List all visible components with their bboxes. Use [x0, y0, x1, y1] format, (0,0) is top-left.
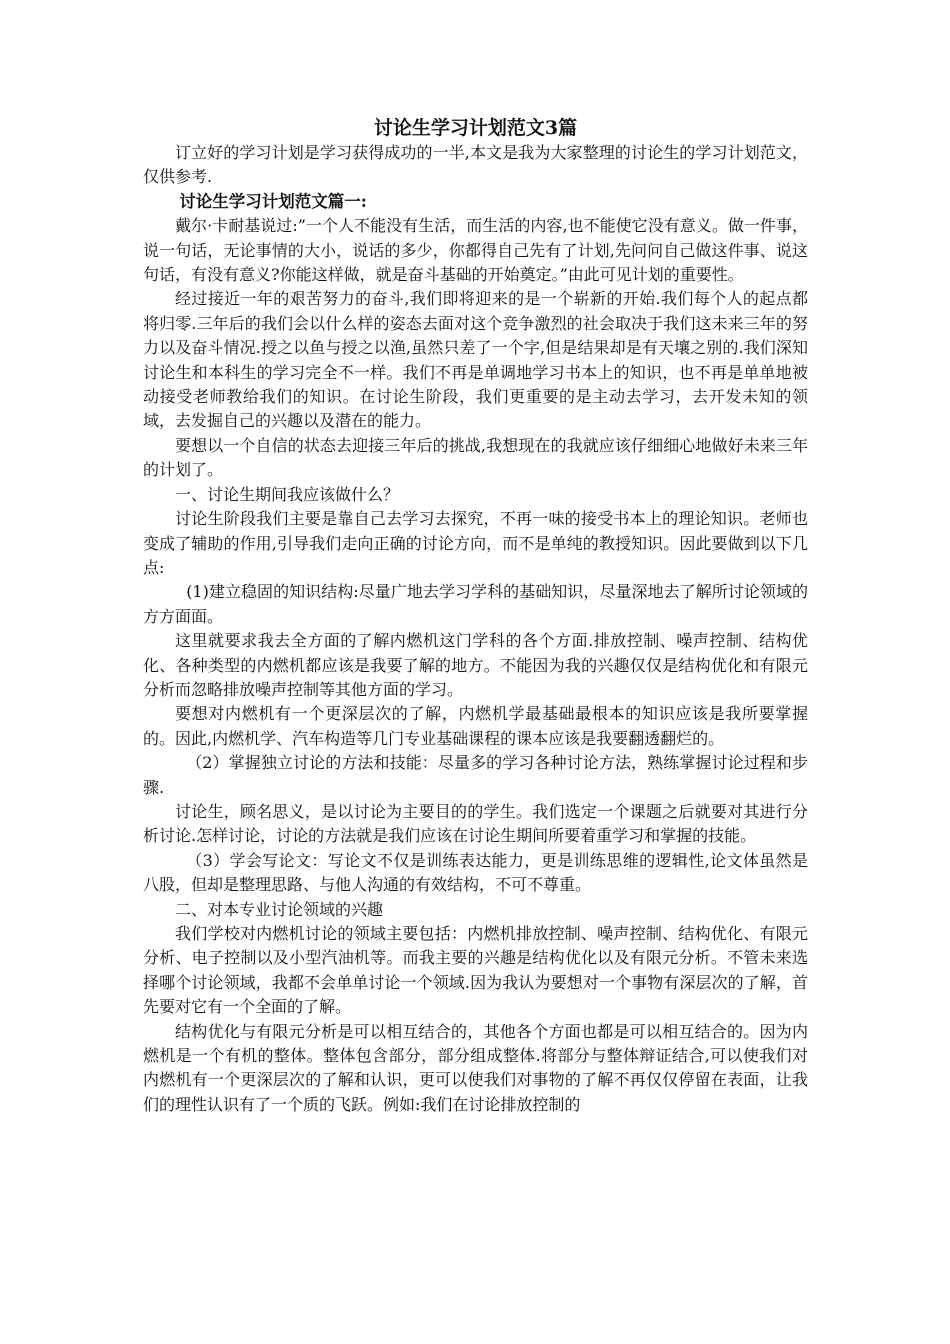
paragraph: (1)建立稳固的知识结构:尽量广地去学习学科的基础知识，尽量深地去了解所讨论领域的方方面面。	[143, 582, 808, 626]
paragraph: 这里就要求我去全方面的了解内燃机这门学科的各个方面.排放控制、噪声控制、结构优化、各种类型的内燃机都应该是我要了解的地方。不能因为我的兴趣仅仅是结构优化和有限元分析而忽略排放噪声控制等其他方面的学习。	[143, 631, 808, 699]
paragraph: 讨论生，顾名思义，是以讨论为主要目的的学生。我们选定一个课题之后就要对其进行分析讨论.怎样讨论，讨论的方法就是我们应该在讨论生期间所要着重学习和掌握的技能。	[143, 801, 808, 846]
paragraph: 经过接近一年的艰苦努力的奋斗,我们即将迎来的是一个崭新的开始.我们每个人的起点都将归零.三年后的我们会以什么样的姿态去面对这个竞争激烈的社会取决于我们这未来三年的努力以及奋斗情况.授之以鱼与授之以渔,虽然只差了一个字,但是结果却是有天壤之别的.我们深知讨论生和本科生的学习完全不一样。我们不再是单调地学习书本上的知识，也不再是单单地被动接受老师教给我们的知识。在讨论生阶段，我们更重要的是主动去学习，去开发未知的领域，去发掘自己的兴趣以及潜在的能力。	[143, 289, 808, 431]
paragraph: 订立好的学习计划是学习获得成功的一半,本文是我为大家整理的讨论生的学习计划范文，仅供参考.	[143, 143, 808, 187]
paragraph: （3）学会写论文：写论文不仅是训练表达能力，更是训练思维的逻辑性,论文体虽然是八股，但却是整理思路、与他人沟通的有效结构，不可不尊重。	[143, 850, 808, 895]
document-title: 讨论生学习计划范文3篇	[373, 117, 578, 139]
paragraph: 要想以一个自信的状态去迎接三年后的挑战,我想现在的我就应该仔细细心地做好未来三年的计划了。	[143, 435, 808, 480]
document-page	[143, 115, 808, 1117]
paragraph: 二、对本专业讨论领域的兴趣	[175, 899, 384, 919]
paragraph: 讨论生阶段我们主要是靠自己去学习去探究，不再一味的接受书本上的理论知识。老师也变成了辅助的作用,引导我们走向正确的讨论方向，而不是单纯的教授知识。因此要做到以下几点:	[143, 509, 808, 577]
paragraph: （2）掌握独立讨论的方法和技能：尽量多的学习各种讨论方法，熟练掌握讨论过程和步骤.	[143, 753, 808, 797]
paragraph: 戴尔·卡耐基说过:”一个人不能没有生活，而生活的内容,也不能使它没有意义。做一件事，说一句话，无论事情的大小，说话的多少，你都得自己先有了计划,先问问自己做这件事、说这句话，有没有意义?你能这样做，就是奋斗基础的开始奠定。”由此可见计划的重要性。	[143, 216, 808, 285]
paragraph: 一、讨论生期间我应该做什么？	[175, 484, 400, 504]
paragraph: 要想对内燃机有一个更深层次的了解，内燃机学最基础最根本的知识应该是我所要掌握的。因此,内燃机学、汽车构造等几门专业基础课程的课本应该是我要翻透翻烂的。	[143, 704, 808, 748]
paragraph: 结构优化与有限元分析是可以相互结合的，其他各个方面也都是可以相互结合的。因为内燃机是一个有机的整体。整体包含部分，部分组成整体.将部分与整体辩证结合,可以使我们对内燃机有一个更深层次的了解和认识，更可以使我们对事物的了解不再仅仅停留在表面，让我们的理性认识有了一个质的飞跃。例如:我们在讨论排放控制的	[143, 1021, 808, 1114]
paragraph: 我们学校对内燃机讨论的领域主要包括：内燃机排放控制、噪声控制、结构优化、有限元分析、电子控制以及小型汽油机等。而我主要的兴趣是结构优化以及有限元分析。不管未来选择哪个讨论领域，我都不会单单讨论一个领域.因为我认为要想对一个事物有深层次的了解，首先要对它有一个全面的了解。	[143, 924, 808, 1017]
document-body	[143, 141, 808, 1117]
section-heading: 讨论生学习计划范文篇一:	[179, 191, 367, 211]
